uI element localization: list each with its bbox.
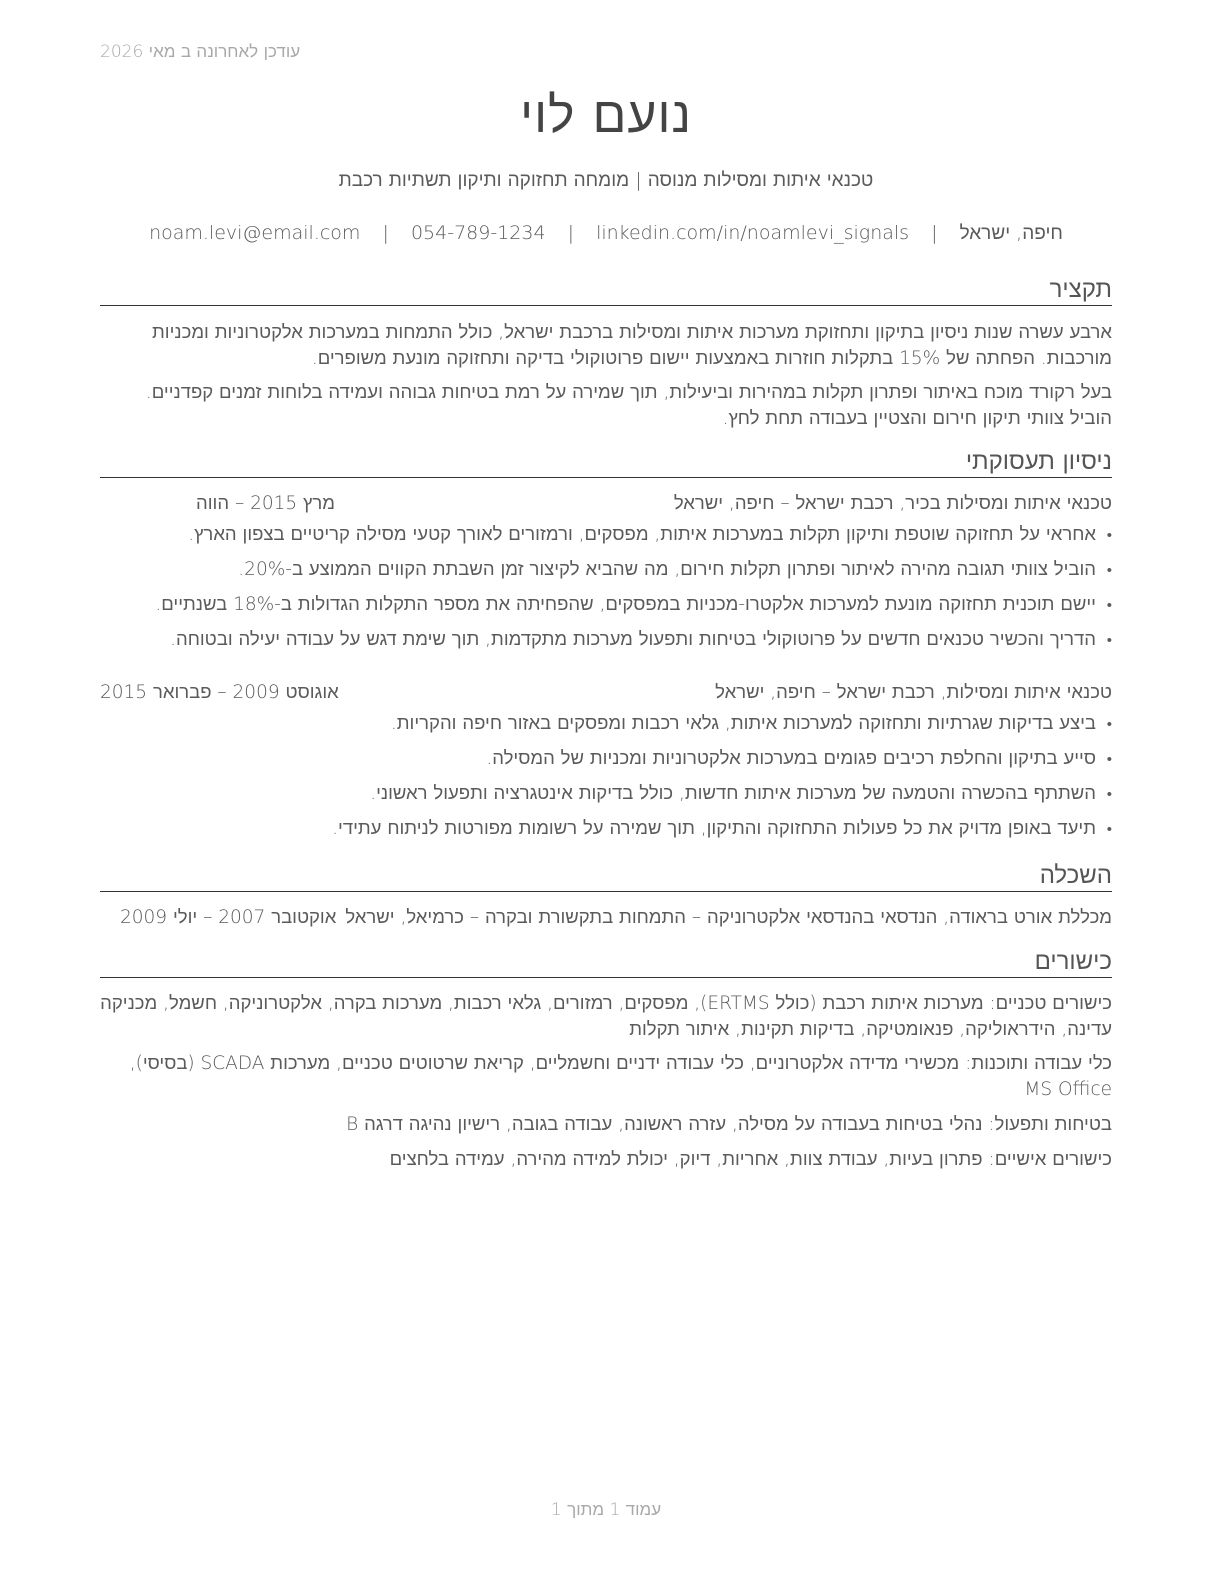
job-header [100,680,1112,706]
candidate-subtitle: טכנאי איתות ומסילות מנוסה | מומחה תחזוקה ותיקון תשתיות רכבת [338,169,874,191]
contact-location: חיפה, ישראל [959,222,1063,244]
contact-linkedin[interactable]: linkedin.com/in/noamlevi_signals [596,222,910,244]
education-item [100,905,1112,931]
contact-separator: | [567,222,575,244]
summary-paragraph: ארבע עשרה שנות ניסיון בתיקון ותחזוקת מערכות איתות ומסילות ברכבת ישראל, כולל התמחות במערכות אלקטרוניות ומכניות מורכבות. הפחתה של 15% בתקלות חוזרות באמצעות יישום פרוטוקולי בדיקה ותחזוקה מונעת משופרים. [152,322,1112,369]
list-item: • יישם תוכנית תחזוקה מונעת למערכות אלקטרו-מכניות במפסקים, שהפחיתה את מספר התקלות הגדולות ב-18% בשנתיים. [100,592,1112,627]
job-title: טכנאי איתות ומסילות, רכבת ישראל – חיפה, ישראל [715,682,1112,703]
job-dates: מרץ 2015 – הווה [196,493,335,514]
list-item: • סייע בתיקון והחלפת רכיבים פגומים במערכות אלקטרוניות ומכניות של המסילה. [100,746,1112,781]
job-header [100,491,1112,517]
candidate-name: נועם לוי [520,86,692,144]
skill-line: בטיחות ותפעול: נהלי בטיחות בעבודה על מסילה, עזרה ראשונה, עבודה בגובה, רישיון נהיגה דרגה B [346,1114,1112,1135]
page-footer: עמוד 1 מתוך 1 [550,1500,662,1520]
list-item: • ביצע בדיקות שגרתיות ותחזוקה למערכות איתות, גלאי רכבות ומפסקים באזור חיפה והקריות. [100,711,1112,746]
list-item: • הדריך והכשיר טכנאים חדשים על פרוטוקולי בטיחות ותפעול מערכות מתקדמות, תוך שימת דגש על עבודה יעילה ובטוחה. [100,627,1112,662]
list-item: • השתתף בהכשרה והטמעה של מערכות איתות חדשות, כולל בדיקות אינטגרציה ותפעול ראשוני. [100,781,1112,816]
job-bullets [100,522,1112,662]
job-dates: אוגוסט 2009 – פברואר 2015 [100,682,339,703]
skill-line: כישורים אישיים: פתרון בעיות, עבודת צוות, אחריות, דיוק, יכולת למידה מהירה, עמידה בלחצים [389,1149,1112,1170]
section-title-experience: ניסיון תעסוקתי [100,446,1112,478]
section-title-summary: תקציר [100,274,1112,306]
section-title-skills: כישורים [100,946,1112,978]
contact-line [100,222,1112,245]
skill-line: כישורים טכניים: מערכות איתות רכבת (כולל ERTMS), מפסקים, רמזורים, גלאי רכבות, מערכות בקרה, אלקטרוניקה, חשמל, מכניקה עדינה, הידראוליקה, פנאומטיקה, בדיקות תקינות, איתור תקלות [100,993,1112,1040]
contact-phone[interactable]: 054-789-1234 [410,222,546,244]
skill-line: כלי עבודה ותוכנות: מכשירי מדידה אלקטרוניים, כלי עבודה ידניים וחשמליים, קריאת שרטוטים טכניים, מערכות SCADA (בסיסי), MS Office [129,1053,1112,1100]
education-institution: מכללת אורט בראודה, הנדסאי בהנדסאי אלקטרוניקה – התמחות בתקשורת ובקרה – כרמיאל, ישראל [345,907,1112,928]
contact-email[interactable]: noam.levi@email.com [149,222,361,244]
job-bullets [100,711,1112,851]
summary-paragraph: בעל רקורד מוכח באיתור ופתרון תקלות במהירות וביעילות, תוך שמירה על רמת בטיחות גבוהה ועמידה בלוחות זמנים קפדניים. הוביל צוותי תיקון חירום והצטיין בעבודה תחת לחץ. [145,382,1112,429]
contact-separator: | [382,222,389,244]
contact-separator: | [931,222,938,244]
last-updated: עודכן לאחרונה ב מאי 2026 [100,42,301,62]
section-title-education: השכלה [100,860,1112,892]
job-title: טכנאי איתות ומסילות בכיר, רכבת ישראל – חיפה, ישראל [673,493,1112,514]
list-item: • תיעד באופן מדויק את כל פעולות התחזוקה והתיקון, תוך שמירה על רשומות מפורטות לניתוח עתידי. [100,816,1112,851]
list-item: • הוביל צוותי תגובה מהירה לאיתור ופתרון תקלות חירום, מה שהביא לקיצור זמן השבתת הקווים הממוצע ב-20%. [100,557,1112,592]
education-dates: אוקטובר 2007 – יולי 2009 [120,907,337,928]
resume-page [100,0,1112,1584]
list-item: • אחראי על תחזוקה שוטפת ותיקון תקלות במערכות איתות, מפסקים, ורמזורים לאורך קטעי מסילה קריטיים בצפון הארץ. [100,522,1112,557]
